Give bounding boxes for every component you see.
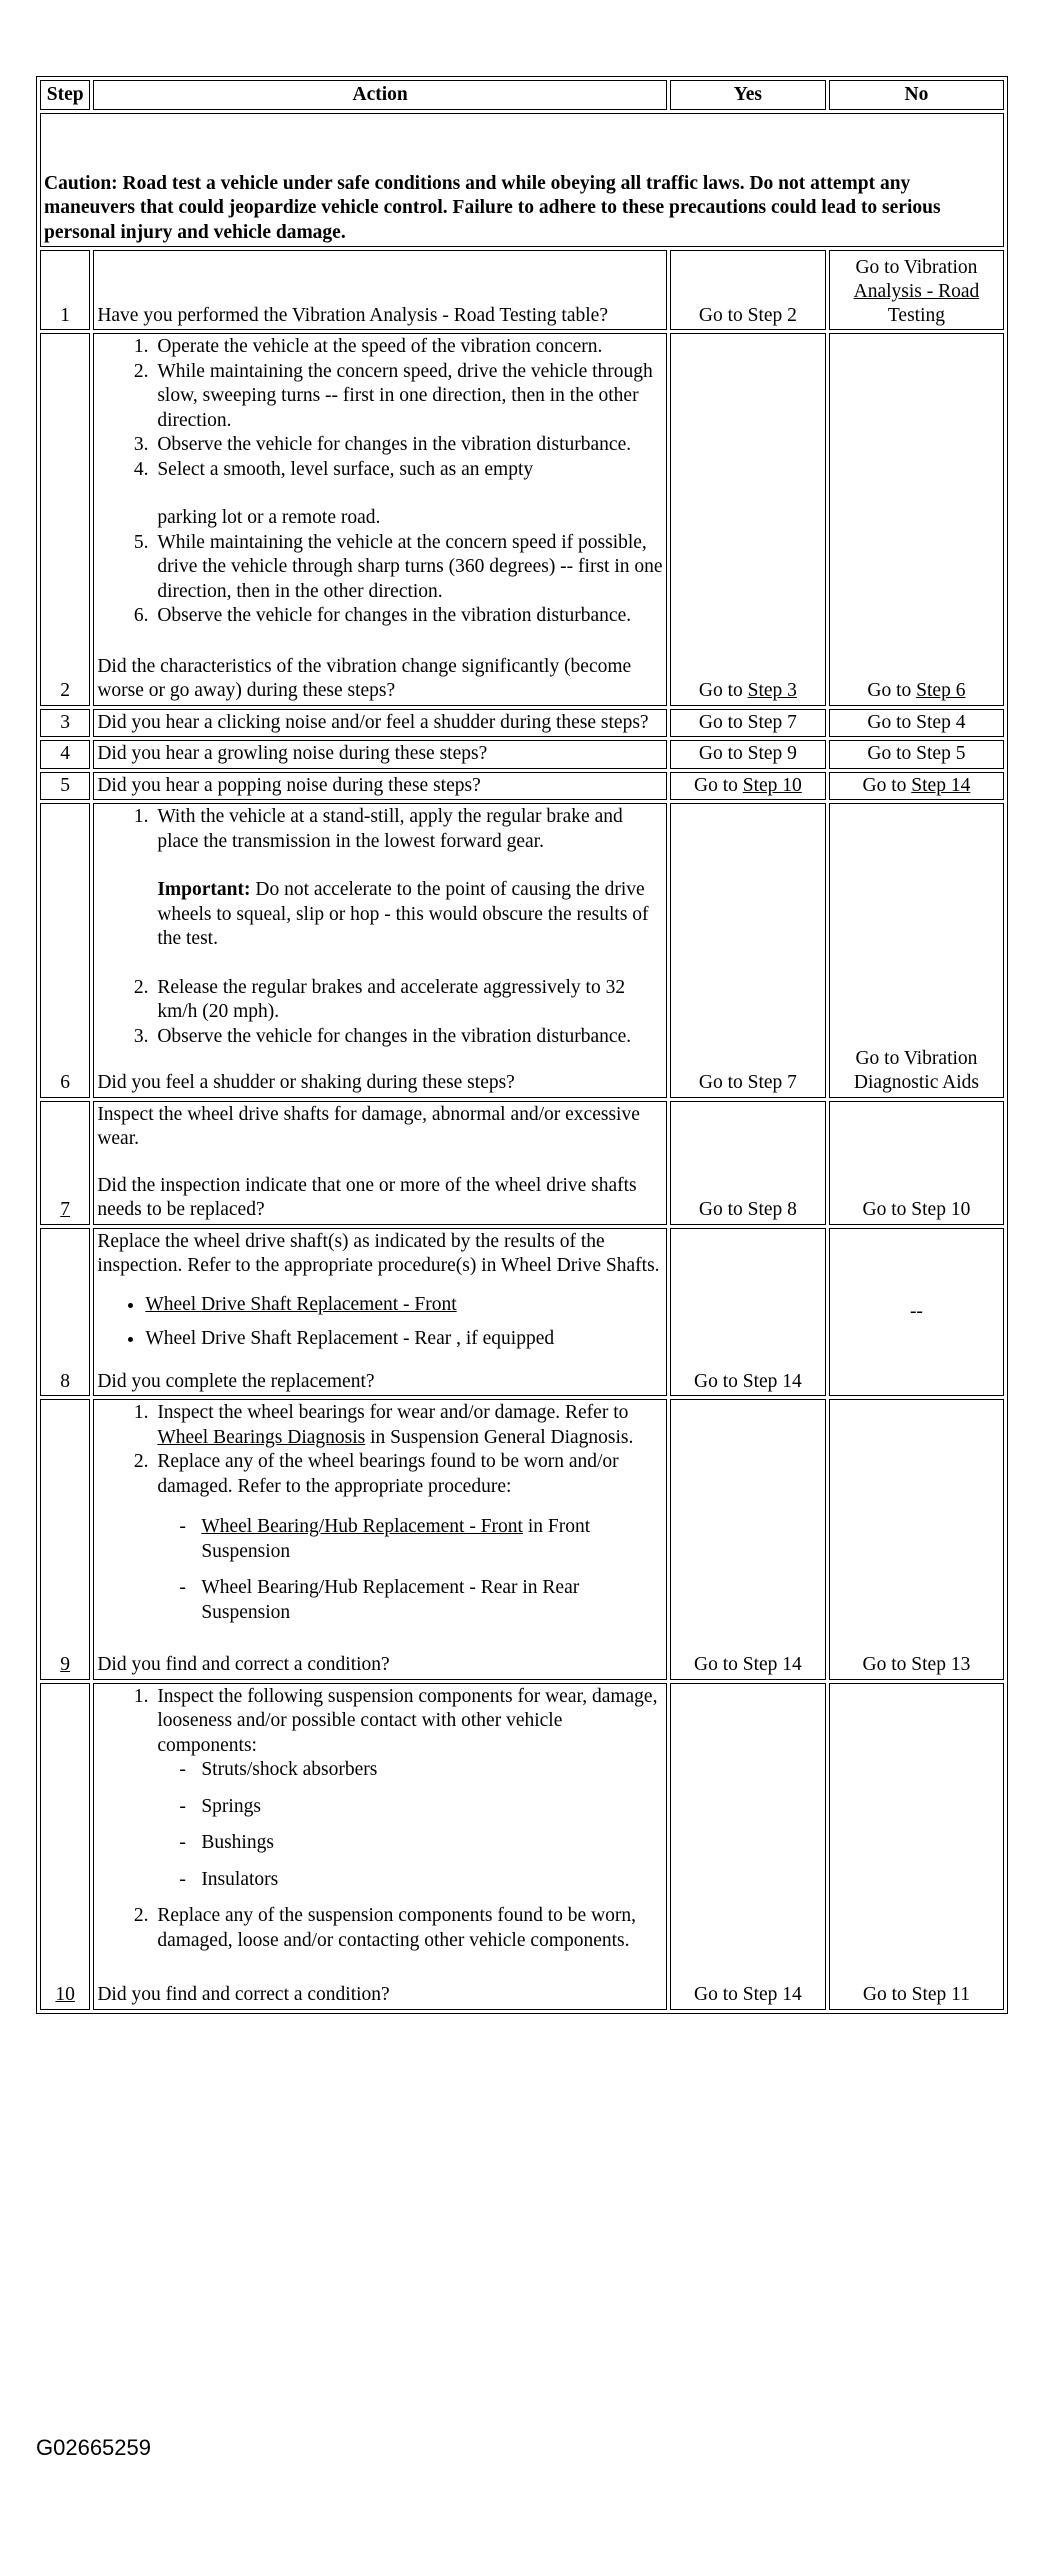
list-item: 2. Replace any of the wheel bearings found to be worn and/or damaged. Refer to the appropriate procedure: - Wheel Bearing/Hub Replacement - Front in Front Suspension - Wheel Bearing/Hub Replacement - Rear in Rear Suspension — [153, 1450, 663, 1625]
yes-cell: Go to Step 7 — [670, 709, 826, 738]
list-item: 1. Inspect the wheel bearings for wear and/or damage. Refer to Wheel Bearings Diagnosis in Suspension General Diagnosis. — [153, 1401, 663, 1450]
list-item: 1. Operate the vehicle at the speed of the vibration concern. — [153, 335, 663, 360]
step-number[interactable] — [40, 1399, 90, 1680]
action-steps-list — [97, 335, 663, 629]
yes-cell: Go to Step 9 — [670, 740, 826, 769]
action-question: Did the inspection indicate that one or more of the wheel drive shafts needs to be replaced? — [97, 1174, 637, 1220]
action-cell — [93, 803, 667, 1098]
no-cell: Go to Step 11 — [829, 1683, 1004, 2010]
step-link[interactable]: 10 — [55, 1984, 75, 2005]
action-cell — [93, 1399, 667, 1680]
action-steps-list — [97, 1685, 663, 1954]
yes-cell[interactable] — [670, 333, 826, 706]
yes-link[interactable]: Go to Step 3 — [698, 680, 797, 701]
table-row — [40, 740, 1004, 769]
important-text: Do not accelerate to the point of causing the drive wheels to squeal, slip or hop - this would obscure the results of the test. — [157, 879, 649, 949]
step-number[interactable] — [40, 1101, 90, 1225]
step-number: 4 — [40, 740, 90, 769]
no-cell[interactable] — [829, 333, 1004, 706]
action-text: Did you hear a growling noise during these steps? — [93, 740, 667, 769]
list-item — [153, 805, 663, 952]
no-cell: -- — [829, 1228, 1004, 1397]
list-item-text: Select a smooth, level surface, such as an empty — [157, 458, 534, 480]
list-item: 6. Observe the vehicle for changes in the vibration disturbance. — [153, 604, 663, 629]
no-link[interactable]: Go to Step 6 — [867, 680, 966, 701]
header-step: Step — [40, 80, 90, 110]
action-question: Did you complete the replacement? — [97, 1370, 375, 1392]
list-item: - Struts/shock absorbers — [179, 1758, 663, 1783]
action-cell — [93, 1228, 667, 1397]
wheel-bearings-diagnosis-link[interactable]: Wheel Bearings Diagnosis — [157, 1426, 366, 1448]
list-item-text-cont: parking lot or a remote road. — [157, 507, 381, 528]
header-no: No — [829, 80, 1004, 110]
action-cell — [93, 1101, 667, 1225]
list-item: 3. Observe the vehicle for changes in the vibration disturbance. — [153, 433, 663, 458]
no-cell-link[interactable] — [829, 250, 1004, 330]
table-row — [40, 1399, 1004, 1680]
table-row — [40, 1683, 1004, 2010]
yes-cell: Go to Step 7 — [670, 803, 826, 1098]
step-number[interactable] — [40, 1683, 90, 2010]
procedure-list — [157, 1515, 663, 1625]
no-cell: Go to Step 5 — [829, 740, 1004, 769]
list-item-text: With the vehicle at a stand-still, apply the regular brake and place the transmission in the lowest forward gear. — [157, 806, 623, 852]
list-item[interactable] — [145, 1293, 663, 1318]
no-link[interactable]: Go to Step 14 — [862, 774, 971, 796]
component-list — [157, 1758, 663, 1892]
header-action: Action — [93, 80, 667, 110]
step-number: 8 — [40, 1228, 90, 1397]
list-item: • Wheel Drive Shaft Replacement - Rear , if equipped — [145, 1327, 663, 1352]
yes-cell: Go to Step 8 — [670, 1101, 826, 1225]
important-label: Important: — [157, 879, 251, 900]
no-cell[interactable] — [829, 772, 1004, 801]
no-cell: Go to Step 10 — [829, 1101, 1004, 1225]
action-text: Inspect the wheel drive shafts for damage, abnormal and/or excessive wear. — [97, 1103, 640, 1149]
yes-link[interactable]: Go to Step 10 — [693, 774, 802, 796]
action-text: Did you hear a clicking noise and/or feel a shudder during these steps? — [93, 709, 667, 738]
table-row — [40, 709, 1004, 738]
action-question: Did you find and correct a condition? — [97, 1984, 390, 2005]
yes-cell: Go to Step 14 — [670, 1683, 826, 2010]
figure-id: G02665259 — [36, 2435, 151, 2460]
step-number: 6 — [40, 803, 90, 1098]
list-item: - Insulators — [179, 1868, 663, 1893]
action-text: Replace the wheel drive shaft(s) as indicated by the results of the inspection. Refer to the appropriate procedure(s) in Wheel Drive Shafts. — [97, 1230, 660, 1276]
action-question: Did you find and correct a condition? — [97, 1654, 390, 1675]
table-row — [40, 333, 1004, 706]
list-item: - Bushings — [179, 1831, 663, 1856]
header-row — [40, 80, 1004, 110]
list-item: - Springs — [179, 1795, 663, 1820]
no-cell: Go to Step 4 — [829, 709, 1004, 738]
table-row — [40, 1228, 1004, 1397]
step-number: 5 — [40, 772, 90, 801]
action-steps-list — [97, 805, 663, 1049]
vibration-road-testing-link[interactable]: Analysis - Road — [853, 281, 980, 302]
action-question: Did you feel a shudder or shaking during these steps? — [97, 1072, 515, 1093]
list-item: 1. Inspect the following suspension components for wear, damage, looseness and/or possible contact with other vehicle components: - Struts/shock absorbers - Springs - Bushings - Insulators — [153, 1685, 663, 1893]
step-link[interactable]: 9 — [60, 1654, 71, 1675]
diagnostic-table — [36, 76, 1008, 2014]
step-number: 2 — [40, 333, 90, 706]
table-row — [40, 250, 1004, 330]
hub-replacement-front-link[interactable]: Wheel Bearing/Hub Replacement - Front — [201, 1516, 523, 1537]
table-row — [40, 772, 1004, 801]
step-number: 1 — [40, 250, 90, 330]
list-item: 2. Release the regular brakes and accelerate aggressively to 32 km/h (20 mph). — [153, 976, 663, 1025]
action-cell — [93, 333, 667, 706]
yes-cell: Go to Step 2 — [670, 250, 826, 330]
yes-cell[interactable] — [670, 772, 826, 801]
action-cell — [93, 1683, 667, 2010]
no-text-testing: Testing — [887, 305, 945, 326]
list-item: 3. Observe the vehicle for changes in the vibration disturbance. — [153, 1025, 663, 1050]
list-item: - Wheel Bearing/Hub Replacement - Rear in Rear Suspension — [179, 1576, 663, 1625]
list-item: - Wheel Bearing/Hub Replacement - Front in Front Suspension — [179, 1515, 663, 1564]
list-item — [153, 458, 663, 531]
header-yes: Yes — [670, 80, 826, 110]
list-item: 2. Replace any of the suspension components found to be worn, damaged, loose and/or contacting other vehicle components. — [153, 1904, 663, 1953]
procedure-list — [97, 1293, 663, 1352]
yes-cell: Go to Step 14 — [670, 1399, 826, 1680]
list-item: 2. While maintaining the concern speed, drive the vehicle through slow, sweeping turns -- first in one direction, then in the other direction. — [153, 360, 663, 434]
list-item: 5. While maintaining the vehicle at the concern speed if possible, drive the vehicle through sharp turns (360 degrees) -- first in one direction, then in the other direction. — [153, 531, 663, 605]
no-cell: Go to Step 13 — [829, 1399, 1004, 1680]
table-row — [40, 1101, 1004, 1225]
action-text: Have you performed the Vibration Analysis - Road Testing table? — [93, 250, 667, 330]
step-link[interactable]: 7 — [60, 1199, 71, 1220]
drive-shaft-front-link[interactable]: Wheel Drive Shaft Replacement - Front — [145, 1293, 457, 1315]
table-row — [40, 803, 1004, 1098]
no-text-go-to: Go to Vibration — [855, 257, 978, 278]
caution-text: Caution: Road test a vehicle under safe conditions and while obeying all traffic laws. Do not attempt any maneuvers that could jeopardize vehicle control. Failure to adhere to these precautions could lead to serious personal injury and vehicle damage. — [40, 113, 1004, 247]
important-note — [157, 878, 663, 952]
action-question: Did the characteristics of the vibration change significantly (become worse or go away) during these steps? — [97, 655, 632, 701]
action-steps-list — [97, 1401, 663, 1625]
yes-cell: Go to Step 14 — [670, 1228, 826, 1397]
no-cell: Go to Vibration Diagnostic Aids — [829, 803, 1004, 1098]
caution-row — [40, 113, 1004, 247]
step-number: 3 — [40, 709, 90, 738]
action-text: Did you hear a popping noise during these steps? — [93, 772, 667, 801]
diagnostic-table-container — [36, 76, 1008, 2014]
